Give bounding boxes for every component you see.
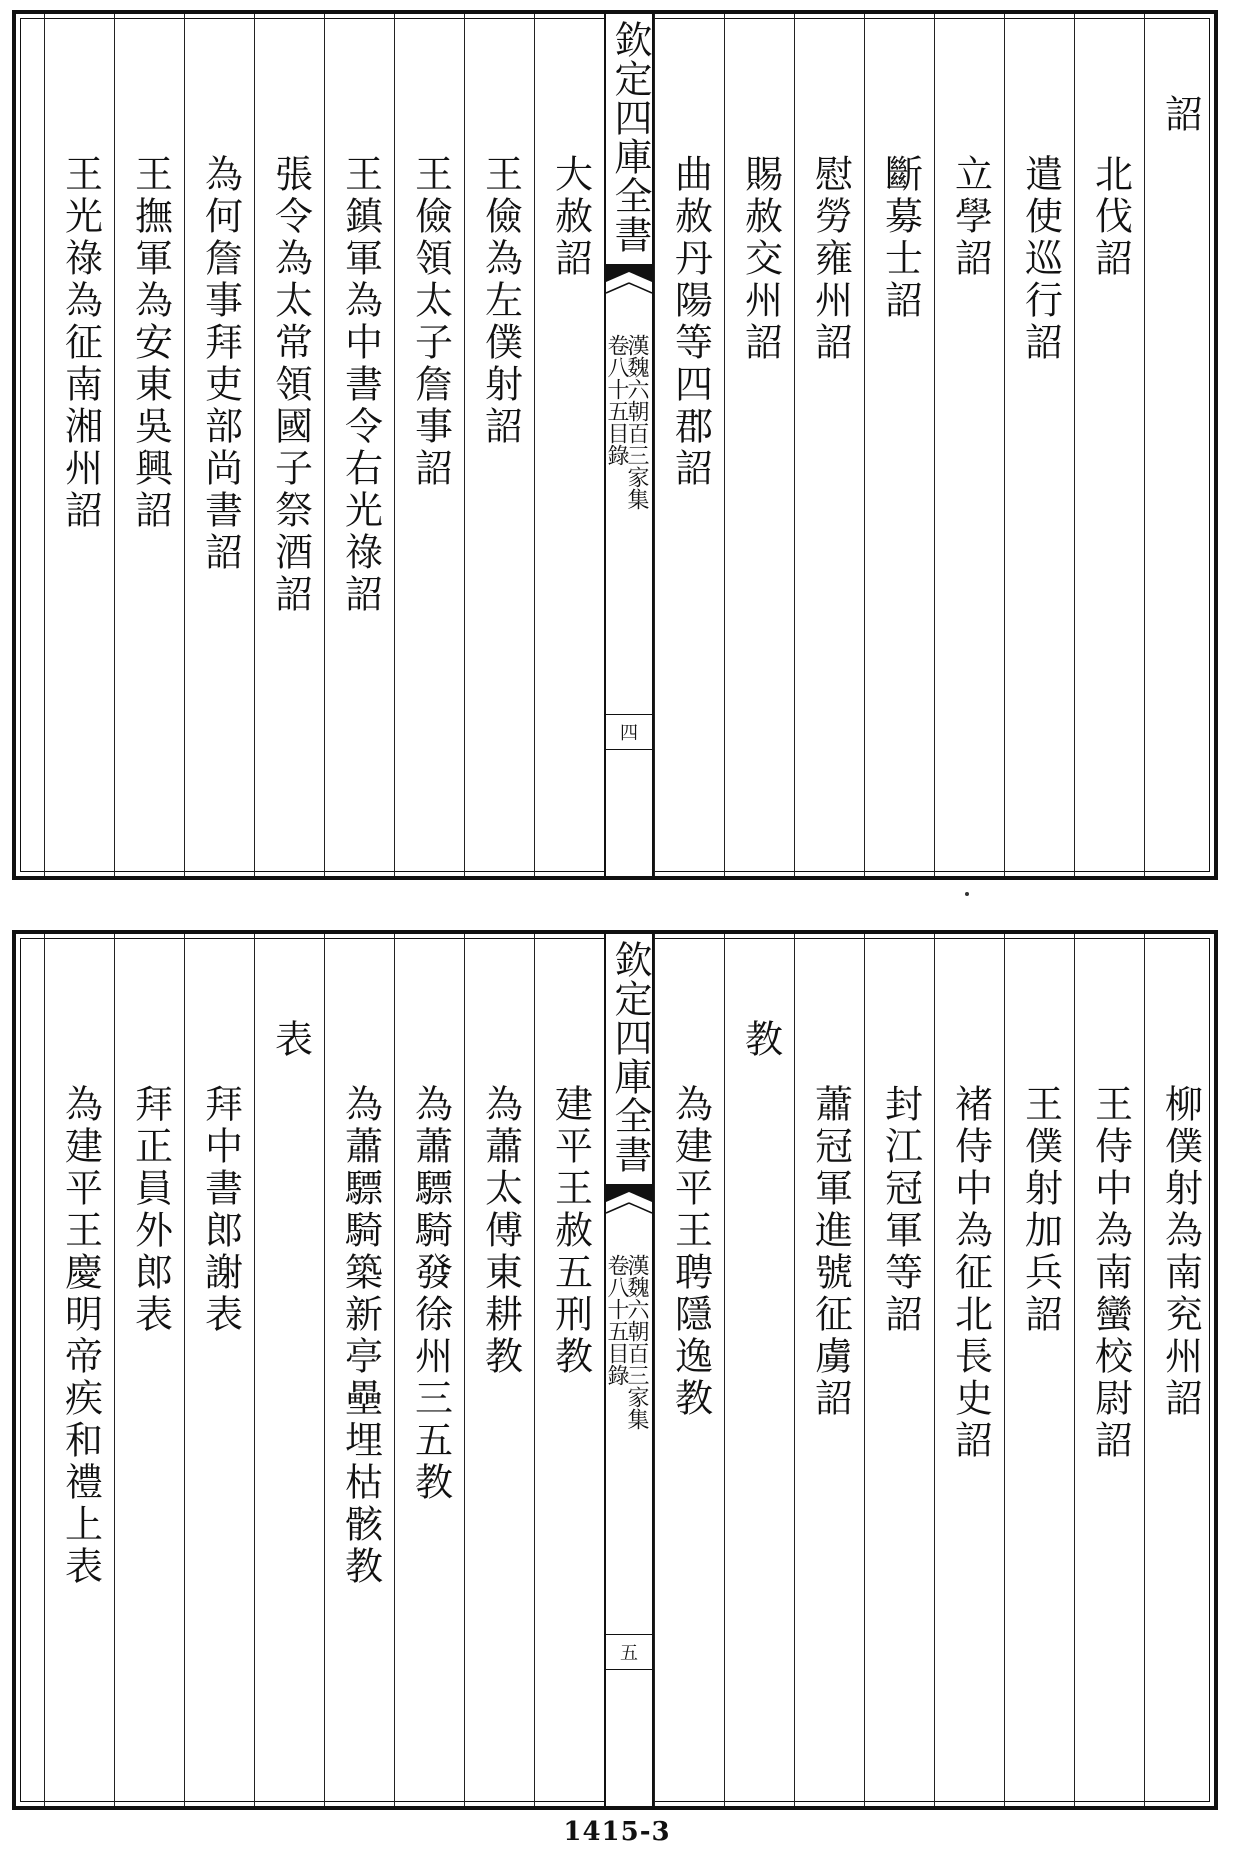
column-text: 柳僕射為南兖州詔 bbox=[1158, 1084, 1203, 1420]
page-number: 五 bbox=[606, 1634, 652, 1670]
page-number: 四 bbox=[606, 714, 652, 750]
column-bottom-l5 bbox=[184, 934, 254, 1806]
column-bottom-r6 bbox=[724, 934, 794, 1806]
column-top-r7 bbox=[654, 14, 724, 876]
column-bottom-l0 bbox=[534, 934, 604, 1806]
column-text: 張令為太常領國子祭酒詔 bbox=[268, 154, 313, 616]
column-text: 為建平王聘隱逸教 bbox=[668, 1084, 713, 1420]
column-text: 為建平王慶明帝疾和禮上表 bbox=[58, 1084, 103, 1588]
column-bottom-l3 bbox=[324, 934, 394, 1806]
column-text: 褚侍中為征北長史詔 bbox=[948, 1084, 993, 1462]
column-text: 拜中書郎謝表 bbox=[198, 1084, 243, 1336]
column-bottom-r2 bbox=[1004, 934, 1074, 1806]
column-top-r0 bbox=[1144, 14, 1214, 876]
column-top-l1 bbox=[464, 14, 534, 876]
column-text: 大赦詔 bbox=[548, 154, 593, 280]
column-bottom-r0 bbox=[1144, 934, 1214, 1806]
column-text: 為蕭驃騎築新亭壘埋枯骸教 bbox=[338, 1084, 383, 1588]
column-top-l5 bbox=[184, 14, 254, 876]
section-heading: 表 bbox=[268, 1019, 313, 1061]
column-text: 王儉為左僕射詔 bbox=[478, 154, 523, 448]
column-top-r4 bbox=[864, 14, 934, 876]
column-text: 王侍中為南蠻校尉詔 bbox=[1088, 1084, 1133, 1462]
column-top-l3 bbox=[324, 14, 394, 876]
center-fold bbox=[604, 14, 654, 876]
column-text: 北伐詔 bbox=[1088, 154, 1133, 280]
column-top-l2 bbox=[394, 14, 464, 876]
column-bottom-l4 bbox=[254, 934, 324, 1806]
column-top-l0 bbox=[534, 14, 604, 876]
column-text: 為何詹事拜吏部尚書詔 bbox=[198, 154, 243, 574]
section-heading: 教 bbox=[738, 1019, 783, 1061]
column-top-l7 bbox=[44, 14, 114, 876]
column-text: 曲赦丹陽等四郡詔 bbox=[668, 154, 713, 490]
column-text: 蕭冠軍進號征虜詔 bbox=[808, 1084, 853, 1420]
column-text: 為蕭太傅東耕教 bbox=[478, 1084, 523, 1378]
column-text: 詔 bbox=[1158, 94, 1203, 136]
column-text: 建平王赦五刑教 bbox=[548, 1084, 593, 1378]
column-bottom-r1 bbox=[1074, 934, 1144, 1806]
collection-title: 漢魏六朝百三家集 bbox=[624, 334, 649, 510]
column-bottom-r7 bbox=[654, 934, 724, 1806]
column-text: 王儉領太子詹事詔 bbox=[408, 154, 453, 490]
column-bottom-r5 bbox=[794, 934, 864, 1806]
column-top-l4 bbox=[254, 14, 324, 876]
chapter-label: 卷八十五目錄 bbox=[604, 334, 629, 466]
column-text: 立學詔 bbox=[948, 154, 993, 280]
column-text: 為蕭驃騎發徐州三五教 bbox=[408, 1084, 453, 1504]
column-text: 王僕射加兵詔 bbox=[1018, 1084, 1063, 1336]
column-text: 賜赦交州詔 bbox=[738, 154, 783, 364]
column-top-r1 bbox=[1074, 14, 1144, 876]
book-title: 欽定四庫全書 bbox=[608, 20, 652, 254]
footer-page-code: 1415-3 bbox=[563, 1817, 671, 1847]
column-top-r3 bbox=[934, 14, 1004, 876]
column-text: 王撫軍為安東吳興詔 bbox=[128, 154, 173, 532]
column-text: 王鎮軍為中書令右光祿詔 bbox=[338, 154, 383, 616]
column-top-r6 bbox=[724, 14, 794, 876]
column-text: 封江冠軍等詔 bbox=[878, 1084, 923, 1336]
column-bottom-l6 bbox=[114, 934, 184, 1806]
column-text: 王光祿為征南湘州詔 bbox=[58, 154, 103, 532]
chapter-label: 卷八十五目錄 bbox=[604, 1254, 629, 1386]
column-text: 遣使巡行詔 bbox=[1018, 154, 1063, 364]
column-top-r2 bbox=[1004, 14, 1074, 876]
column-top-r5 bbox=[794, 14, 864, 876]
column-top-l6 bbox=[114, 14, 184, 876]
speck-mark bbox=[965, 892, 969, 896]
book-title: 欽定四庫全書 bbox=[608, 940, 652, 1174]
top-page-frame bbox=[12, 10, 1218, 880]
column-text: 斷募士詔 bbox=[878, 154, 923, 322]
column-text: 慰勞雍州詔 bbox=[808, 154, 853, 364]
fishtail-mark bbox=[606, 264, 652, 294]
column-bottom-r3 bbox=[934, 934, 1004, 1806]
center-fold bbox=[604, 934, 654, 1806]
column-text: 拜正員外郎表 bbox=[128, 1084, 173, 1336]
column-bottom-l2 bbox=[394, 934, 464, 1806]
fishtail-mark bbox=[606, 1184, 652, 1214]
column-bottom-l1 bbox=[464, 934, 534, 1806]
column-bottom-r4 bbox=[864, 934, 934, 1806]
column-bottom-l7 bbox=[44, 934, 114, 1806]
bottom-page-frame bbox=[12, 930, 1218, 1810]
collection-title: 漢魏六朝百三家集 bbox=[624, 1254, 649, 1430]
